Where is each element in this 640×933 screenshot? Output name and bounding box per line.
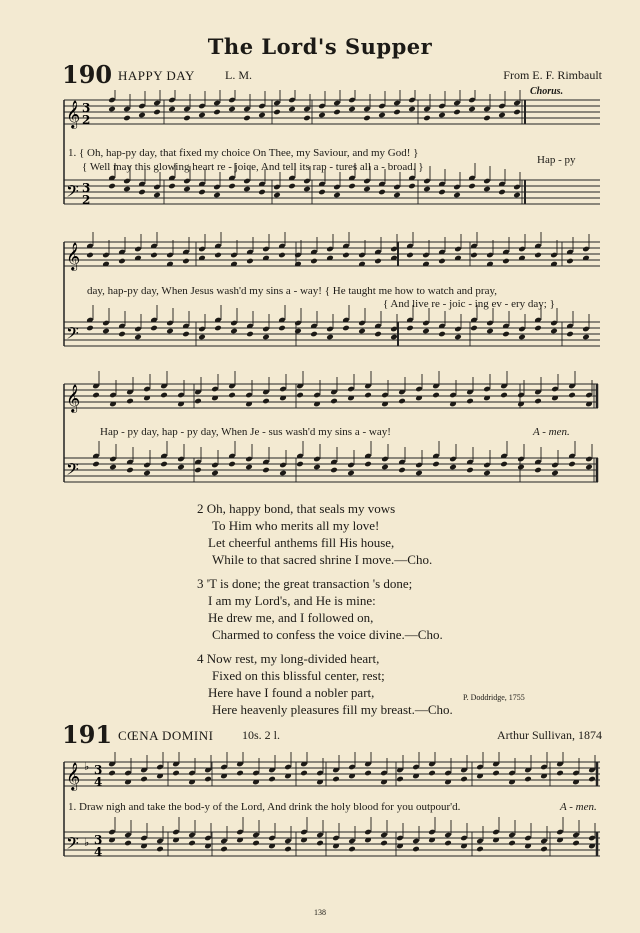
svg-text:♭: ♭ [84,760,90,773]
note-head [330,467,338,474]
svg-text:3: 3 [94,763,103,777]
note-head [213,192,221,199]
note-head [300,770,308,777]
note-head [204,776,212,783]
note-head [246,258,254,265]
page-number: 138 [314,908,326,917]
note-head [513,192,521,199]
note-head [198,189,206,196]
note-head [396,776,404,783]
tune-name: HAPPY DAY [118,68,195,83]
note-head [378,189,386,196]
note-head [177,464,185,471]
svg-text:𝄞: 𝄞 [66,762,81,790]
note-head [118,258,126,265]
note-head [374,258,382,265]
note-head [296,392,304,399]
svg-text:2: 2 [82,193,91,207]
amen-label: A - men. [560,801,597,813]
note-head [140,776,148,783]
note-head [390,334,398,341]
lyric-line: Hap - py day, hap - py day, When Je - sus wash'd my sins a - way! [100,426,391,438]
note-head [194,467,202,474]
note-head [502,258,510,265]
note-head [453,192,461,199]
note-head [364,770,372,777]
note-head [432,461,440,468]
svg-text:4: 4 [94,845,103,859]
svg-text:3: 3 [82,181,91,195]
note-head [408,183,416,190]
svg-text:3: 3 [82,101,91,115]
note-head [228,106,236,113]
svg-text:2: 2 [82,113,91,127]
note-head [393,192,401,199]
note-head [380,840,388,847]
note-head [108,106,116,113]
svg-text:3: 3 [94,833,103,847]
note-head [347,470,355,477]
note-head [470,325,478,332]
note-head [303,186,311,193]
svg-text:𝄢: 𝄢 [66,833,79,857]
note-head [534,467,542,474]
note-head [213,109,221,116]
note-head [273,192,281,199]
note-head [166,328,174,335]
svg-text:𝄢: 𝄢 [66,181,79,205]
note-head [508,840,516,847]
note-head [228,183,236,190]
note-head [160,461,168,468]
note-head [198,334,206,341]
note-head [108,770,116,777]
note-head [483,470,491,477]
note-head [310,258,318,265]
note-head [278,325,286,332]
note-head [288,106,296,113]
note-head [556,770,564,777]
note-head [348,846,356,853]
note-head [118,331,126,338]
note-head [534,398,542,405]
verse-line: 3 'T is done; the great transaction 's done; [197,576,413,591]
note-head [572,840,580,847]
verse-line: 4 Now rest, my long-divided heart, [197,651,380,666]
note-head [183,186,191,193]
note-head [408,106,416,113]
note-head [449,464,457,471]
note-head [318,112,326,119]
note-head [303,115,311,122]
note-head [500,461,508,468]
note-head [258,112,266,119]
verse-line: I am my Lord's, and He is mine: [208,593,376,608]
note-head [438,331,446,338]
note-head [194,398,202,405]
note-head [486,328,494,335]
note-head [168,183,176,190]
note-head [183,115,191,122]
note-head [102,328,110,335]
note-head [534,252,542,259]
note-head [460,776,468,783]
note-head [398,398,406,405]
note-head [428,770,436,777]
note-head [310,331,318,338]
note-head [415,470,423,477]
svg-text:𝄞: 𝄞 [66,384,81,412]
note-head [172,770,180,777]
amen-label: A - men. [533,426,570,438]
note-head [438,189,446,196]
note-head [468,106,476,113]
tune-name: CŒNA DOMINI [118,728,214,743]
note-head [454,334,462,341]
note-head [188,840,196,847]
note-head [313,464,321,471]
note-head [243,115,251,122]
note-head [422,328,430,335]
note-head [211,470,219,477]
note-head [406,325,414,332]
svg-text:𝄢: 𝄢 [66,459,79,483]
verse-line: Charmed to confess the voice divine.—Cho. [212,627,443,642]
note-head [153,192,161,199]
note-head [236,770,244,777]
note-head [126,467,134,474]
svg-text:𝄞: 𝄞 [66,100,81,128]
svg-text:4: 4 [94,775,103,789]
note-head [588,776,596,783]
note-head [412,846,420,853]
stanza [197,500,557,568]
note-head [566,258,574,265]
note-head [150,325,158,332]
note-head [333,192,341,199]
note-head [406,252,414,259]
note-head [568,392,576,399]
note-head [566,331,574,338]
note-head [150,252,158,259]
composer: Arthur Sullivan, 1874 [497,728,602,742]
note-head [466,467,474,474]
hymn-number: 190 [62,60,113,89]
note-head [182,258,190,265]
note-head [279,470,287,477]
music-system-4 [0,752,640,892]
note-head [330,398,338,405]
note-head [86,325,94,332]
lyric-line: { Well may this glowing heart re - joice, And tell its rap - tures all a - broad. } [82,161,424,173]
note-head [466,398,474,405]
note-head [124,840,132,847]
verses [197,500,557,725]
lyric-line: 1. { Oh, hap-py day, that fixed my choice On Thee, my Saviour, and my God! } [68,147,419,159]
note-head [393,109,401,116]
note-head [438,112,446,119]
stanza [197,575,557,643]
note-head [585,464,593,471]
note-head [220,846,228,853]
verse-line: Let cheerful anthems fill His house, [208,535,395,550]
note-head [498,189,506,196]
note-head [246,331,254,338]
note-head [168,106,176,113]
note-head [502,331,510,338]
hymn-190-header [62,62,602,88]
note-head [108,183,116,190]
note-head [333,109,341,116]
verse-line: Here heavenly pleasures fill my breast.—Cho. [212,702,453,717]
note-head [483,186,491,193]
lyric-line: { And live re - joic - ing ev - ery day; } [383,298,555,310]
note-head [245,464,253,471]
note-head [378,112,386,119]
author-credit: P. Doddridge, 1755 [463,693,525,702]
note-head [92,461,100,468]
note-head [143,470,151,477]
note-head [318,189,326,196]
meter: 10s. 2 l. [242,728,281,742]
note-head [326,334,334,341]
note-head [517,464,525,471]
note-head [374,331,382,338]
note-head [156,846,164,853]
composer: From E. F. Rimbault [503,68,602,82]
note-head [348,183,356,190]
note-head [138,189,146,196]
hymn-191-header [62,722,602,748]
note-head [551,470,559,477]
note-head [381,464,389,471]
note-head [358,328,366,335]
svg-text:𝄢: 𝄢 [66,323,79,347]
note-head [228,392,236,399]
note-head [438,258,446,265]
note-head [363,186,371,193]
note-head [134,334,142,341]
note-head [363,115,371,122]
note-head [498,112,506,119]
note-head [138,112,146,119]
note-head [278,252,286,259]
verse-line: While to that sacred shrine I move.—Cho. [212,552,433,567]
svg-text:♭: ♭ [84,836,90,849]
note-head [258,189,266,196]
note-head [160,392,168,399]
note-head [214,252,222,259]
note-head [262,334,270,341]
note-head [492,770,500,777]
note-head [444,840,452,847]
note-head [470,252,478,259]
verse-line: 2 Oh, happy bond, that seals my vows [197,501,396,516]
note-head [243,186,251,193]
lyric-line: 1. Draw nigh and take the bod-y of the Lord, And drink the holy blood for you outpour'd. [68,801,461,813]
note-head [123,186,131,193]
note-head [550,328,558,335]
note-head [262,398,270,405]
note-head [364,461,372,468]
note-head [342,252,350,259]
note-head [86,252,94,259]
note-head [109,464,117,471]
stanza [197,650,557,718]
verse-line: Here have I found a nobler part, [208,685,375,700]
note-head [332,776,340,783]
note-head [230,328,238,335]
note-head [92,392,100,399]
note-head [153,109,161,116]
note-head [268,776,276,783]
note-head [500,392,508,399]
note-head [398,467,406,474]
note-head [198,112,206,119]
note-head [513,109,521,116]
note-head [483,115,491,122]
note-head [453,109,461,116]
note-head [540,846,548,853]
lyric-line: Hap - py [537,154,576,166]
verse-line: He drew me, and I followed on, [208,610,374,625]
note-head [262,467,270,474]
note-head [524,776,532,783]
note-head [518,334,526,341]
note-head [288,183,296,190]
note-head [296,461,304,468]
note-head [284,846,292,853]
note-head [423,115,431,122]
note-head [423,186,431,193]
note-head [316,840,324,847]
note-head [273,109,281,116]
svg-text:𝄞: 𝄞 [66,242,81,270]
note-head [534,325,542,332]
note-head [123,115,131,122]
note-head [228,461,236,468]
note-head [214,325,222,332]
verse-line: Fixed on this blissful center, rest; [212,668,385,683]
note-head [568,461,576,468]
note-head [432,392,440,399]
note-head [348,106,356,113]
lyric-line: day, hap-py day, When Jesus wash'd my sins a - way! { He taught me how to watch and pray, [87,285,497,297]
verse-line: To Him who merits all my love! [212,518,380,533]
note-head [364,392,372,399]
meter: L. M. [225,68,252,82]
note-head [182,331,190,338]
note-head [294,328,302,335]
hymn-number: 191 [62,720,113,749]
note-head [582,334,590,341]
note-head [468,183,476,190]
chorus-mark: Chorus. [530,86,564,97]
note-head [126,398,134,405]
note-head [476,846,484,853]
note-head [252,840,260,847]
section-title: The Lord's Supper [207,34,433,59]
note-head [342,325,350,332]
